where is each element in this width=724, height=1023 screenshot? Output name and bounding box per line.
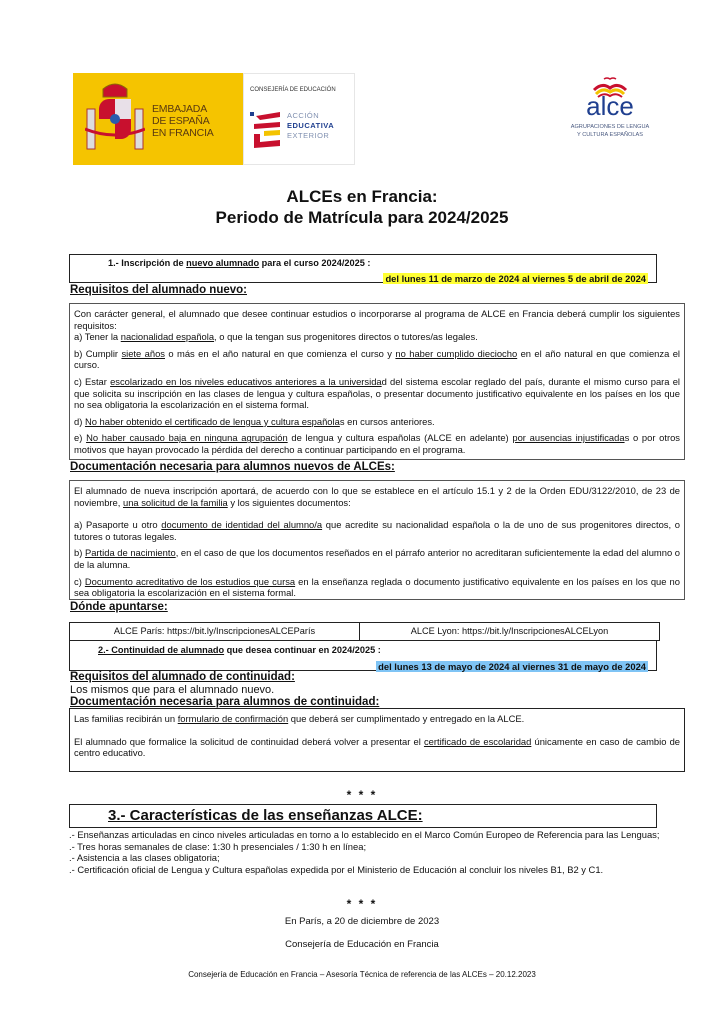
link-lyon[interactable]: ALCE Lyon: https://bit.ly/InscripcionesALCELyon: [359, 622, 660, 641]
section-1-dates: del lunes 11 de marzo de 2024 al viernes 5 de abril de 2024: [385, 273, 646, 284]
signature: Consejería de Educación en Francia: [285, 939, 439, 950]
donde-heading: Dónde apuntarse:: [70, 601, 168, 613]
caracteristica-item: .- Tres horas semanales de clase: 1:30 h presenciales / 1:30 h en línea;: [69, 840, 367, 852]
stars-separator: * * *: [346, 788, 378, 802]
requisito-a: a) Tener la nacionalidad española, o que la tengan sus progenitores directos o tutores/as legales.: [74, 331, 478, 343]
documentacion-continuidad-box: [69, 708, 685, 772]
requisitos-nuevo-heading: Requisitos del alumnado nuevo:: [70, 284, 247, 296]
section-2-dates: del lunes 13 de mayo de 2024 al viernes 31 de mayo de 2024: [378, 661, 646, 672]
accion-text: ACCIÓN: [287, 111, 320, 120]
section-3-heading: 3.- Características de las enseñanzas ALCE:: [108, 807, 423, 824]
requisito-c: c) Estar escolarizado en los niveles educativos anteriores a la universidad del sistema escolar reglado del país, durante el mismo curso para el que solicita su inscripción en las clases de lengua y cultura españolas, o presentar documento justificativo equivalente en los países en los que no sea obligatoria la escolarización en el sistema formal.: [74, 375, 681, 411]
page-title: [0, 186, 724, 228]
stars-separator: * * *: [346, 897, 378, 911]
exterior-text: EXTERIOR: [287, 131, 330, 140]
requisitos-nuevo-box: [69, 303, 685, 460]
section-1-suffix: para el curso 2024/2025 :: [259, 258, 371, 268]
requisitos-continuidad-text: Los mismos que para el alumnado nuevo.: [70, 684, 275, 696]
coat-of-arms-icon: [85, 79, 145, 159]
link-paris[interactable]: ALCE París: https://bit.ly/InscripcionesALCEParís: [69, 622, 360, 641]
documento-c: c) Documento acreditativo de los estudios que cursa en la enseñanza reglada o documento justificativo equivalente en los países en los que no sea obligatoria la escolarización en el sistema formal.: [74, 575, 680, 599]
section-3-box: [69, 804, 657, 828]
embassy-text-line: EMBAJADA: [152, 103, 207, 115]
educativa-text: EDUCATIVA: [287, 121, 335, 130]
continuidad-p2: El alumnado que formalice la solicitud de continuidad deberá volver a presentar el certificado de escolaridad únicamente en caso de cambio de centro educativo.: [74, 735, 681, 759]
requisitos-intro: Con carácter general, el alumnado que desee continuar estudios o incorporarse al programa de ALCE en Francia deberá cumplir los siguientes requisitos:: [74, 308, 680, 331]
title-line-1: ALCEs en Francia:: [286, 187, 438, 206]
documentacion-intro: El alumnado de nueva inscripción aportará, de acuerdo con lo que se establece en el artículo 15.1 y 2 de la Orden EDU/3122/2010, de 23 de noviembre, una solicitud de la familia y los siguientes documentos:: [74, 485, 680, 508]
continuidad-alumnado-text: 2.- Continuidad de alumnado: [98, 645, 225, 655]
embassy-text-line: EN FRANCIA: [152, 127, 214, 139]
alce-subtitle-line: AGRUPACIONES DE LENGUA: [570, 124, 650, 130]
documentacion-continuidad-heading: Documentación necesaria para alumnos de continuidad:: [70, 696, 380, 708]
requisito-b: b) Cumplir siete años o más en el año natural en que comienza el curso y no haber cumplido dieciocho en el año natural en que comienza el curso.: [74, 347, 680, 371]
title-line-2: Periodo de Matrícula para 2024/2025: [215, 208, 509, 227]
continuidad-p1: Las familias recibirán un formulario de confirmación que deberá ser cumplimentado y entregado en la ALCE.: [74, 713, 525, 724]
section-3-list: [69, 829, 685, 875]
nuevo-alumnado-text: nuevo alumnado: [186, 258, 260, 268]
section-1-prefix: 1.- Inscripción de: [108, 258, 187, 268]
accion-educativa-icon: [250, 110, 282, 150]
place-date: En París, a 20 de diciembre de 2023: [284, 916, 440, 927]
documento-b: b) Partida de nacimiento, en el caso de que los documentos reseñados en el párrafo anterior no acreditaran suficientemente la edad del alumno o de la alumna.: [74, 547, 680, 570]
alce-logo: [560, 76, 660, 144]
caracteristica-item: .- Asistencia a las clases obligatoria;: [69, 852, 220, 864]
caracteristica-item: .- Enseñanzas articuladas en cinco niveles articuladas en torno a lo establecido en el Marco Común Europeo de Referencia para las Lenguas;: [69, 829, 660, 840]
requisitos-continuidad-heading: Requisitos del alumnado de continuidad:: [70, 671, 295, 683]
section-2-suffix: que desea continuar en 2024/2025 :: [224, 645, 381, 655]
documentacion-nuevo-box: [69, 480, 685, 600]
page-footer: Consejería de Educación en Francia – Asesoría Técnica de referencia de las ALCEs – 20.12.2023: [188, 970, 536, 979]
documento-a: a) Pasaporte u otro documento de identidad del alumno/a que acredite su nacionalidad española o la de uno de sus progenitores directos, o tutores o tutoras legales.: [74, 519, 680, 542]
section-2-box: [69, 640, 657, 671]
alce-wordmark: alce: [586, 91, 634, 121]
section-1-box: [69, 254, 657, 283]
documentacion-nuevo-heading: Documentación necesaria para alumnos nuevos de ALCEs:: [70, 461, 395, 473]
embassy-logo: [73, 73, 244, 165]
consejeria-title: CONSEJERÍA DE EDUCACIÓN: [250, 87, 336, 93]
consejeria-logo: [243, 73, 355, 165]
caracteristica-item: .- Certificación oficial de Lengua y Cultura españolas expedida por el Ministerio de Educación al concluir los niveles B1, B2 y C1.: [69, 863, 604, 875]
alce-subtitle-line: Y CULTURA ESPAÑOLAS: [577, 132, 643, 138]
requisito-d: d) No haber obtenido el certificado de lengua y cultura españolas en cursos anteriores.: [74, 415, 435, 427]
requisito-e: e) No haber causado baja en ninguna agrupación de lengua y cultura españolas (ALCE en adelante) por ausencias injustificadas o por otros motivos que hayan provocado la pérdida del derecho a continuar participando en el programa.: [74, 432, 680, 455]
embassy-text-line: DE ESPAÑA: [152, 115, 210, 127]
